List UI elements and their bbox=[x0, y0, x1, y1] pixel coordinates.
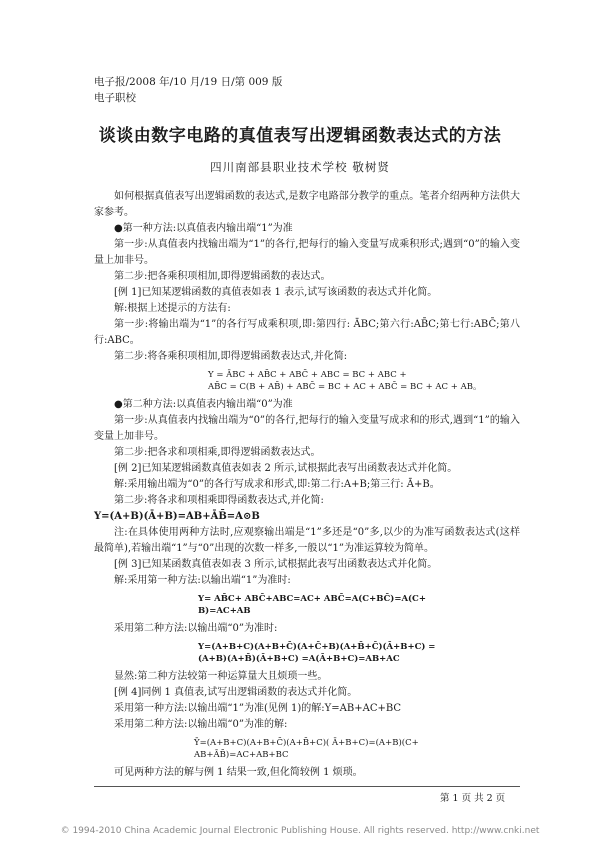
paragraph: 显然:第二种方法较第一种运算量大且烦琐一些。 bbox=[114, 671, 328, 682]
paragraph: 第二步:将各乘积项相加,即得逻辑函数表达式,并化简: bbox=[114, 351, 348, 362]
formula-line: AB̄C = C(B + AB̄) + ABC̄ = BC + AC + ABC̄ = BC + AC + AB。 bbox=[208, 382, 482, 392]
paragraph: 第二步:把各求和项相乘,即得逻辑函数表达式。 bbox=[114, 447, 321, 458]
paragraph: 解:采用第一种方法:以输出端“1”为准时: bbox=[114, 575, 291, 586]
formula-line: Ȳ=(A+B+C)(A+B+C̄)(A+B̄+C)( Ā+B+C)=(A+B)(C+ bbox=[194, 738, 419, 748]
method-heading: ●第一种方法:以真值表内输出端“1”为准 bbox=[114, 223, 293, 234]
paragraph: 采用第二种方法:以输出端“0”为准时: bbox=[114, 623, 278, 634]
example-heading: [例 3]已知某函数真值表如表 3 所示,试根据此表写出函数表达式并化简。 bbox=[114, 559, 438, 570]
formula-line: Y=(A+B+C)(A+B+C̄)(A+C̄+B)(A+B̄+C̄)(Ā+B+C) = bbox=[198, 642, 436, 652]
formula-line: Y= AB̄C+ ABC̄+ABC=AC+ ABC̄=A(C+BC̄)=A(C+ bbox=[198, 594, 426, 604]
paragraph: 第一步:从真值表内找输出端为“0”的各行,把每行的输入变量写成求和的形式,遇到“1”的输入变量上加非号。 bbox=[94, 415, 520, 442]
article-body bbox=[94, 189, 520, 781]
paragraph: 采用第一种方法:以输出端“1”为准(见例 1)的解:Y=AB+AC+BC bbox=[114, 703, 402, 714]
method-heading: ●第二种方法:以真值表内输出端“0”为准 bbox=[114, 399, 293, 410]
example-heading: [例 2]已知某逻辑函数真值表如表 2 所示,试根据此表写出函数表达式并化简。 bbox=[114, 463, 458, 474]
footer-divider bbox=[94, 786, 520, 787]
paragraph: 第一步:从真值表内找输出端为“1”的各行,把每行的输入变量写成乘积形式;遇到“0”的输入变量上加非号。 bbox=[94, 239, 520, 266]
source-line: 电子报/2008 年/10 月/19 日/第 009 版 bbox=[94, 76, 283, 88]
formula-block bbox=[94, 641, 520, 665]
section-name: 电子职校 bbox=[94, 92, 136, 104]
formula-line: Y = ĀBC + AB̄C + ABC̄ + ABC = BC + ABC + bbox=[208, 370, 407, 380]
formula-line: (A+B)(A+B̄)(Ā+B+C) =A(Ā+B+C)=AB+AC bbox=[198, 654, 400, 664]
paragraph: 第一步:将输出端为“1”的各行写成乘积项,即:第四行: ĀBC;第六行:AB̄C;第七行:ABC̄;第八行:ABC。 bbox=[94, 319, 520, 346]
formula-block bbox=[94, 369, 520, 393]
source-info bbox=[94, 74, 282, 106]
formula-inline: Y=(A+B)(Ā+B)=AB+ĀB̄=A⊙B bbox=[94, 511, 260, 522]
note-paragraph: 注:在具体使用两种方法时,应观察输出端是“1”多还是“0”多,以少的为准写函数表达式(这样最简单),若输出端“1”与“0”出现的次数一样多,一般以“1”为准运算较为简单。 bbox=[94, 527, 520, 554]
formula-line: AB+ĀB̄)=AC+AB+BC bbox=[194, 750, 289, 760]
formula-block bbox=[94, 593, 520, 617]
formula-line: B)=AC+AB bbox=[198, 606, 251, 616]
copyright-notice: © 1994-2010 China Academic Journal Electronic Publishing House. All rights reserved. http://www.cnki.net bbox=[60, 826, 540, 836]
page-number: 第 1 页 共 2 页 bbox=[440, 793, 506, 804]
paragraph: 第二步:把各乘积项相加,即得逻辑函数的表达式。 bbox=[114, 271, 331, 282]
formula-block bbox=[94, 737, 520, 761]
paragraph: 解:根据上述提示的方法有: bbox=[114, 303, 231, 314]
article-author: 四川南部县职业技术学校 敬树贤 bbox=[210, 160, 390, 174]
paragraph: 采用第二种方法:以输出端“0”为准的解: bbox=[114, 719, 288, 730]
paragraph: 解:采用输出端为“0”的各行写成求和形式,即:第二行:A+B;第三行: Ā+B。 bbox=[114, 479, 440, 490]
example-heading: [例 1]已知某逻辑函数的真值表如表 1 表示,试写该函数的表达式并化简。 bbox=[114, 287, 438, 298]
paragraph: 第二步:将各求和项相乘即得函数表达式,并化简: bbox=[114, 495, 324, 506]
paragraph: 如何根据真值表写出逻辑函数的表达式,是数字电路部分教学的重点。笔者介绍两种方法供大家参考。 bbox=[94, 191, 520, 218]
paragraph: 可见两种方法的解与例 1 结果一致,但化简较例 1 烦琐。 bbox=[114, 767, 363, 778]
article-title: 谈谈由数字电路的真值表写出逻辑函数表达式的方法 bbox=[98, 126, 502, 146]
example-heading: [例 4]同例 1 真值表,试写出逻辑函数的表达式并化简。 bbox=[114, 687, 358, 698]
